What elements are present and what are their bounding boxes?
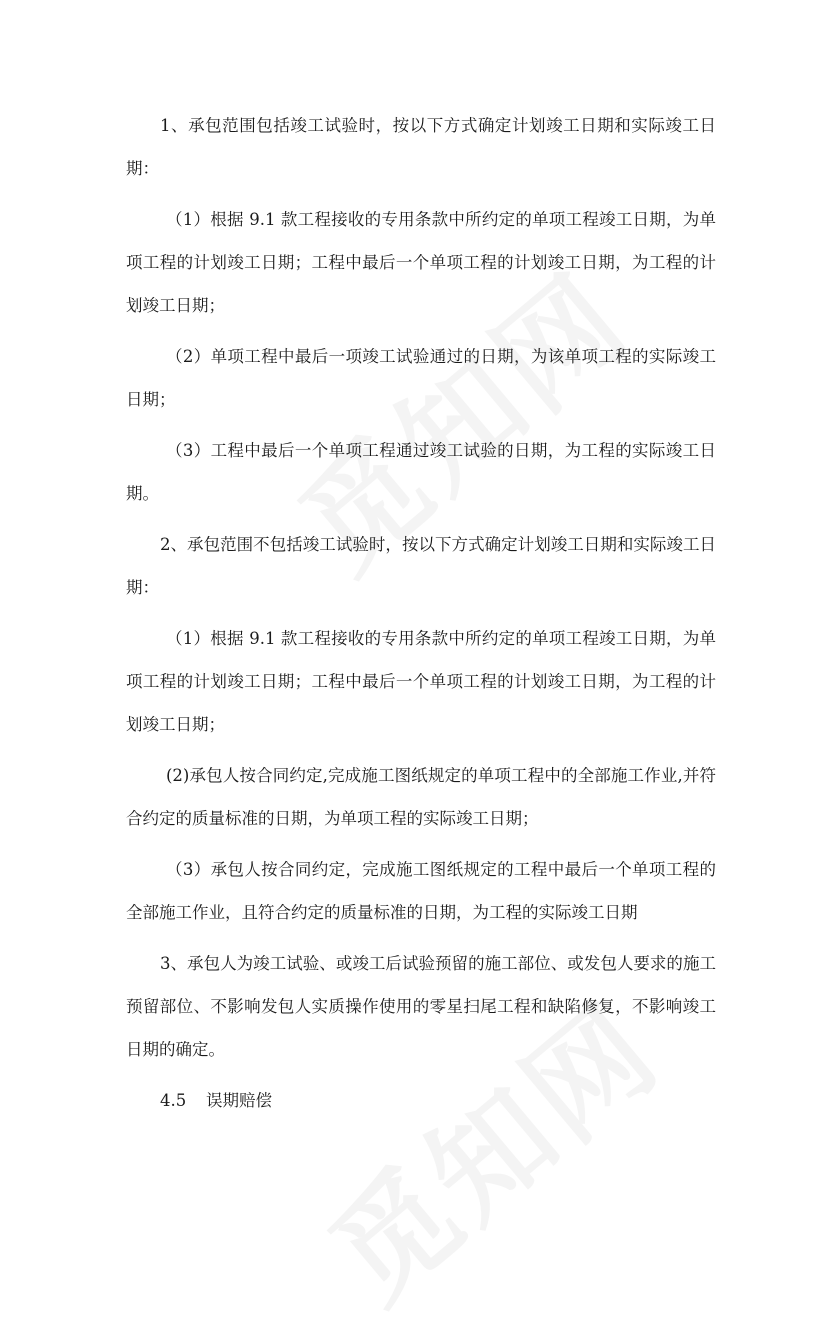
section-number: 4.5 xyxy=(160,1091,187,1110)
paragraph-sub-2-3: （3）承包人按合同约定，完成施工图纸规定的工程中最后一个单项工程的全部施工作业，且符合约定的质量标准的日期，为工程的实际竣工日期 xyxy=(126,860,716,922)
paragraph-item-2: 2、承包范围不包括竣工试验时，按以下方式确定计划竣工日期和实际竣工日期： xyxy=(126,535,716,597)
paragraph-item-3: 3、承包人为竣工试验、或竣工后试验预留的施工部位、或发包人要求的施工预留部位、不影响发包人实质操作使用的零星扫尾工程和缺陷修复，不影响竣工日期的确定。 xyxy=(126,954,716,1059)
section-heading xyxy=(126,1079,716,1122)
paragraph-sub-2-2: (2)承包人按合同约定,完成施工图纸规定的单项工程中的全部施工作业,并符合约定的质量标准的日期，为单项工程的实际竣工日期； xyxy=(126,766,716,828)
paragraph-sub-1-2: （2）单项工程中最后一项竣工试验通过的日期，为该单项工程的实际竣工日期； xyxy=(126,347,716,409)
section-title: 误期赔偿 xyxy=(206,1091,272,1110)
paragraph-sub-1-1: （1）根据 9.1 款工程接收的专用条款中所约定的单项工程竣工日期，为单项工程的计划竣工日期；工程中最后一个单项工程的计划竣工日期，为工程的计划竣工日期； xyxy=(126,210,716,315)
paragraph-item-1: 1、承包范围包括竣工试验时，按以下方式确定计划竣工日期和实际竣工日期： xyxy=(126,116,716,178)
paragraph-sub-2-1: （1）根据 9.1 款工程接收的专用条款中所约定的单项工程竣工日期，为单项工程的计划竣工日期；工程中最后一个单项工程的计划竣工日期，为工程的计划竣工日期； xyxy=(126,629,716,734)
paragraph-sub-1-3: （3）工程中最后一个单项工程通过竣工试验的日期，为工程的实际竣工日期。 xyxy=(126,441,716,503)
document-body xyxy=(126,104,716,1122)
